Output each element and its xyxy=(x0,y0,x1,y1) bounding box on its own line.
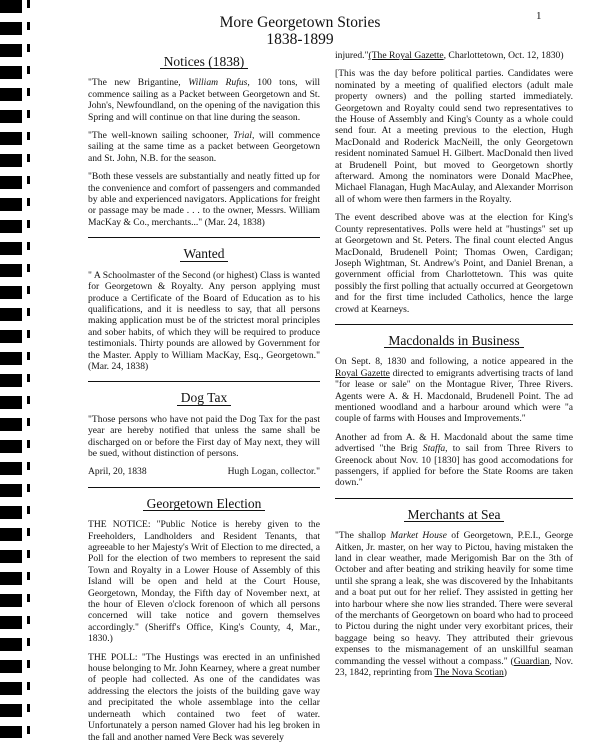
section-divider xyxy=(88,381,320,382)
left-column xyxy=(88,56,320,750)
spiral-binding-holes xyxy=(27,0,30,738)
page-subtitle: 1838-1899 xyxy=(266,31,334,48)
right-column xyxy=(335,50,573,686)
dog-tax-paragraph: "Those persons who have not paid the Dog Tax for the past year are hereby notified that unless the same shall be discharged on or before the First day of May next, they will be sued, without distinction of persons. xyxy=(88,413,320,459)
dog-tax-date: April, 20, 1838 xyxy=(88,466,147,478)
macdonalds-paragraph: Another ad from A. & H. Macdonald about the same time advertised "the Brig Staffa, to sail from Three Rivers to Greenock about Nov. 10 [1830] has good accomodations for passengers, if applied for before the State Rooms are taken down." xyxy=(335,431,573,489)
section-title-dog-tax: Dog Tax xyxy=(88,392,320,405)
election-commentary: The event described above was at the election for King's County representatives. Polls were held at "hustings" set up at Georgetown and St. Peters. The final count elected Angus MacDonald, Brudenell Point; Thomas Owen, Cardigan; Joseph Wightman, St. Andrew's Point, and Daniel Brenan, a government official from Charlottetown. This was quite possibly the first polling that actually occurred at Georgetown and for the first time included Catholics, hence the large crowd at Kearneys. xyxy=(335,212,574,315)
notice-paragraph: "Both these vessels are substantially and neatly fitted up for the convenience and comfort of passengers and commanded by able and experienced navigators. Applications for freight or passage may be made . . . to the owner, Messrs. William MacKay & Co., merchants..." (Mar. 24, 1838) xyxy=(88,171,320,228)
section-title-wanted: Wanted xyxy=(88,248,320,261)
section-divider xyxy=(88,237,320,238)
dog-tax-signature-line xyxy=(88,466,320,477)
section-title-merchants: Merchants at Sea xyxy=(335,509,573,522)
section-divider xyxy=(335,498,573,499)
section-title-election: Georgetown Election xyxy=(88,498,320,511)
election-commentary: [This was the day before political parties. Candidates were nominated by a meeting of qualified electors (adult male property owners) and the polling started immediately. Georgetown and Royalty could send two representatives to the House of Assembly and King's County as a whole could send four. At a meeting previous to the election, Hugh MacDonald and Roderick MacNeill, the only Georgetown resident nominated Samuel H. Gilbert. MacDonald then lived at Brudenell Point, but moved to Georgetown shortly afterward. Among the nominators were Donald MacPhee, Michael Flanagan, Hugh MacAulay, and Alexander Morrison all of whom were then farmers in the Royalty. xyxy=(335,68,573,205)
dog-tax-signer: Hugh Logan, collector." xyxy=(227,466,320,478)
page-title: More Georgetown Stories xyxy=(219,14,381,31)
election-notice-paragraph: THE NOTICE: "Public Notice is hereby given to the Freeholders, Landholders and Resident Tenants, that agreeable to her Majesty's Writ of Election to me directed, a Poll for the election of two members to represent the said Town and Royalty in a Lower House of Assembly of this Island will be open and held at the Court House, Georgetown, Monday, the Fifth day of November next, at the hour of Eleven o'clock forenoon of which all persons concerned will take notice and govern themselves accordingly." (Sheriff's Office, King's County, 4, Mar., 1830.) xyxy=(88,519,320,645)
notice-paragraph: "The new Brigantine, William Rufus, 100 tons, will commence sailing as a Packet between Georgetown and St. John's, Newfoundland, on the opening of the navigation this Spring and will continue on that line during the season. xyxy=(88,77,320,123)
section-divider xyxy=(335,324,573,325)
election-continuation: injured."(The Royal Gazette, Charlottetown, Oct. 12, 1830) xyxy=(335,50,564,61)
wanted-paragraph: " A Schoolmaster of the Second (or highest) Class is wanted for Georgetown & Royalty. Any person applying must produce a Certificate of the Board of Education as to his qualifications, and it is needless to say, that all persons making application must be of the strictest moral principles and sober habits, of which they will be required to produce testimonials. Thirty pounds are allowed by Government for the Master. Apply to William MacKay, Esq., Georgetown." (Mar. 24, 1838) xyxy=(88,269,320,372)
section-divider xyxy=(88,487,320,488)
page-header xyxy=(170,14,430,48)
notice-paragraph: "The well-known sailing schooner, Trial, will commence sailing at the same time as a packet between Georgetown and St. John, N.B. for the season. xyxy=(88,130,320,164)
section-title-macdonalds: Macdonalds in Business xyxy=(335,335,573,348)
section-title-notices: Notices (1838) xyxy=(88,56,320,69)
page-number: 1 xyxy=(536,10,542,22)
election-poll-paragraph: THE POLL: "The Hustings was erected in an unfinished house belonging to Mr. John Kearney, where a great number of people had collected. As one of the candidates was addressing the electors the joists of the building gave way and precipitated the whole assemblage into the cellar underneath which contained two feet of water. Unfortunately a person named Glover had his leg broken in the fall and another named Vere Beck was severely xyxy=(88,651,320,743)
macdonalds-paragraph: On Sept. 8, 1830 and following, a notice appeared in the Royal Gazette directed to emigrants advertising tracts of land "for lease or sale" on the Montague River, Three Rivers. Agents were A. & H. Macdonald, Brudenell Point. The ad mentioned woodland and a harbour around which were "a couple of farms with Houses and Improvements." xyxy=(335,356,573,425)
merchants-paragraph: "The shallop Market House of Georgetown, P.E.I., George Aitken, Jr. master, on her way to Pictou, having mistaken the land in clear weather, made Merigomish Bar on the 3th of October and after beating and striking heavily for some time until she sprang a leak, she was discovered by the Inhabitants and a boat put out for her relief. They assisted in getting her into harbour where she now lies stranded. There were several of the merchants of Georgetown on board who had to proceed to Pictou during the night under very exorbitant prices, their baggage being so heavy. They attributed their grievous expenses to the mismanagement of an unskillful seaman commanding the vessel without a compass." (Guardian, Nov. 23, 1842, reprinting from The Nova Scotian) xyxy=(335,530,573,679)
